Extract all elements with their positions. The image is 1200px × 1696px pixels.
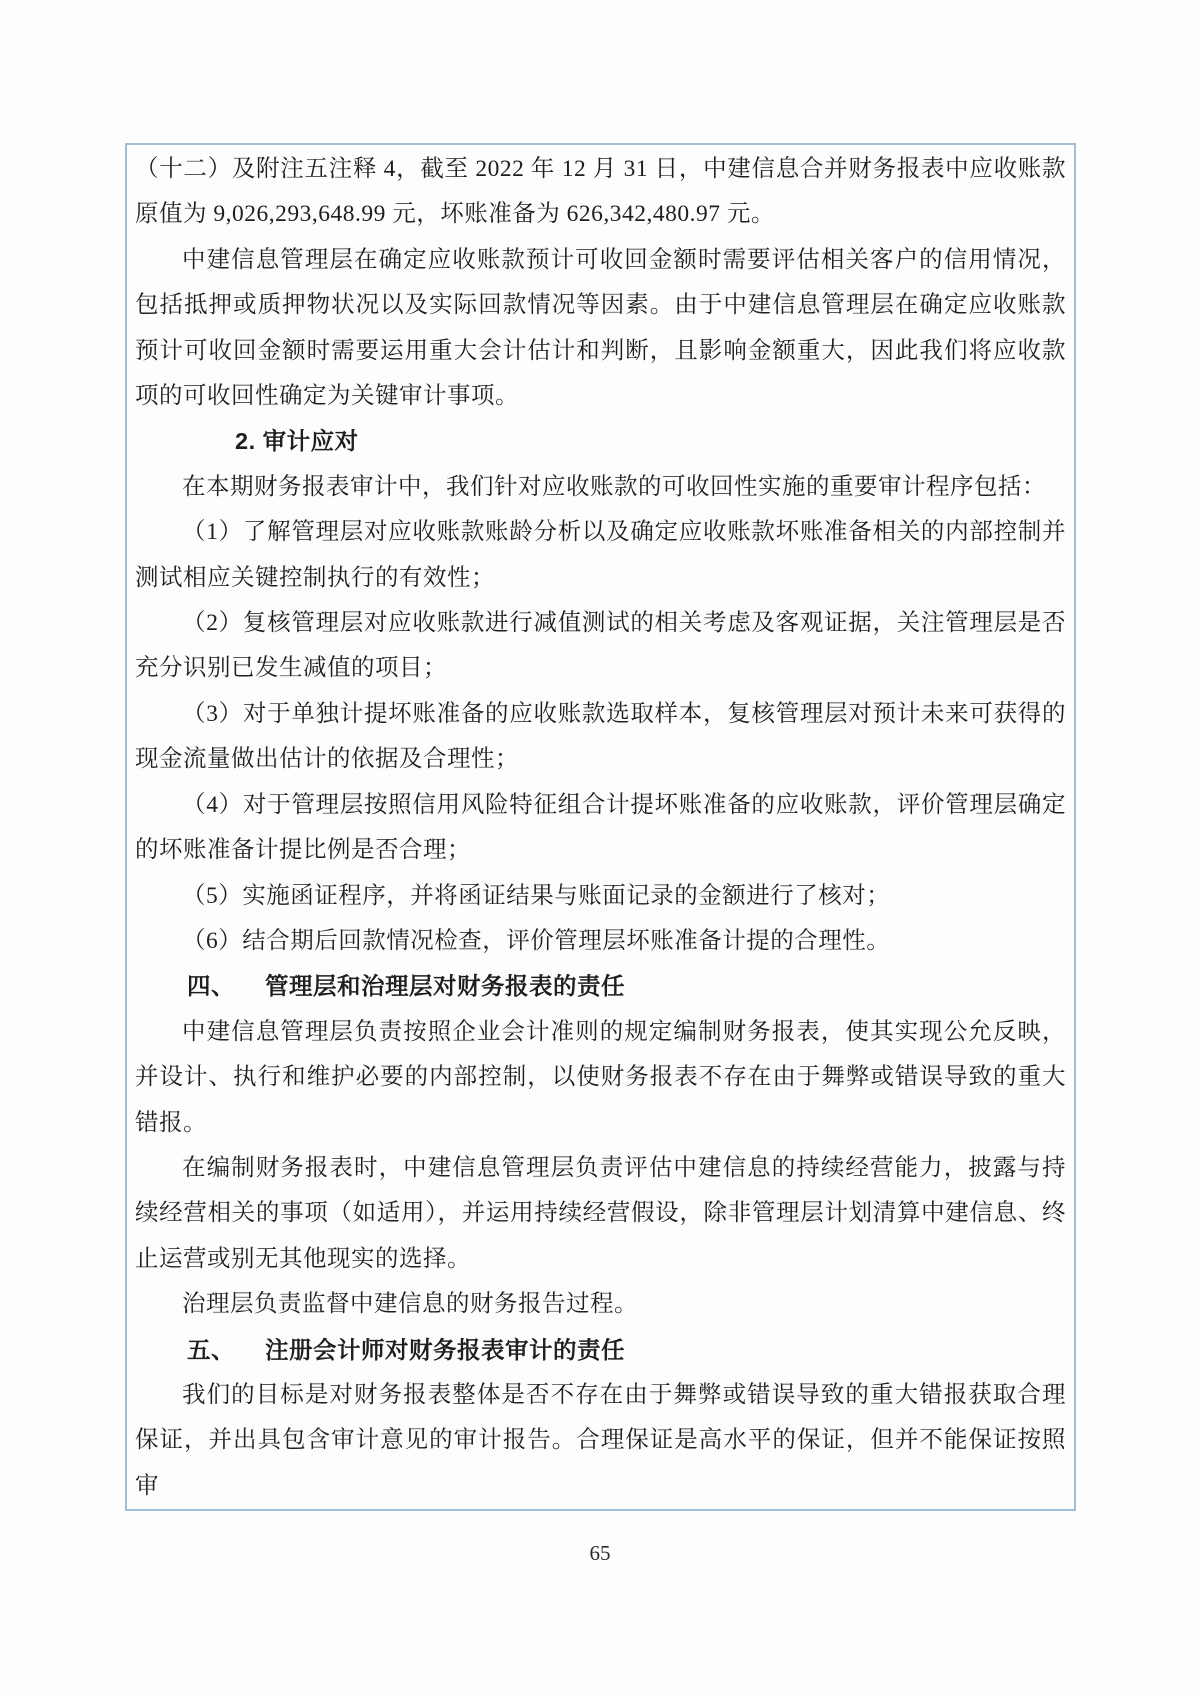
paragraph: （2）复核管理层对应收账款进行减值测试的相关考虑及客观证据，关注管理层是否充分识别已发生减值的项目； xyxy=(135,610,1066,682)
page-number: 65 xyxy=(589,1541,611,1565)
audit-report-page-frame xyxy=(125,143,1076,1511)
paragraph: （十二）及附注五注释 4，截至 2022 年 12 月 31 日，中建信息合并财务报表中应收账款原值为 9,026,293,648.99 元，坏账准备为 626,342,480.97 元。 xyxy=(135,156,1066,228)
paragraph: 治理层负责监督中建信息的财务报告过程。 xyxy=(182,1291,638,1318)
paragraph: 中建信息管理层在确定应收账款预计可收回金额时需要评估相关客户的信用情况，包括抵押或质押物状况以及实际回款情况等因素。由于中建信息管理层在确定应收账款预计可收回金额时需要运用重大会计估计和判断，且影响金额重大，因此我们将应收款项的可收回性确定为关键审计事项。 xyxy=(135,246,1066,410)
paragraph: 我们的目标是对财务报表整体是否不存在由于舞弊或错误导致的重大错报获取合理保证，并出具包含审计意见的审计报告。合理保证是高水平的保证，但并不能保证按照审 xyxy=(135,1381,1066,1499)
paragraph: （3）对于单独计提坏账准备的应收账款选取样本，复核管理层对预计未来可获得的现金流量做出估计的依据及合理性； xyxy=(135,700,1066,773)
section-heading-number: 四、 xyxy=(187,973,235,1000)
paragraph: （5）实施函证程序，并将函证结果与账面记录的金额进行了核对； xyxy=(182,882,891,909)
section-heading xyxy=(135,964,1066,1009)
paragraph: 中建信息管理层负责按照企业会计准则的规定编制财务报表，使其实现公允反映，并设计、执行和维护必要的内部控制，以使财务报表不存在由于舞弊或错误导致的重大错报。 xyxy=(135,1018,1066,1136)
section-heading xyxy=(135,1328,1066,1373)
paragraph: （4）对于管理层按照信用风险特征组合计提坏账准备的应收账款，评价管理层确定的坏账准备计提比例是否合理； xyxy=(135,791,1066,864)
document-body xyxy=(135,147,1066,1509)
sub-heading: 2. 审计应对 xyxy=(235,428,359,455)
section-heading-text: 注册会计师对财务报表审计的责任 xyxy=(265,1336,625,1363)
paragraph: 在编制财务报表时，中建信息管理层负责评估中建信息的持续经营能力，披露与持续经营相关的事项（如适用），并运用持续经营假设，除非管理层计划清算中建信息、终止运营或别无其他现实的选择。 xyxy=(135,1154,1066,1272)
section-heading-text: 管理层和治理层对财务报表的责任 xyxy=(265,973,625,1000)
paragraph: 在本期财务报表审计中，我们针对应收账款的可收回性实施的重要审计程序包括： xyxy=(182,473,1046,500)
section-heading-number: 五、 xyxy=(187,1336,235,1363)
paragraph: （1）了解管理层对应收账款账龄分析以及确定应收账款坏账准备相关的内部控制并测试相应关键控制执行的有效性； xyxy=(135,519,1066,591)
paragraph: （6）结合期后回款情况检查，评价管理层坏账准备计提的合理性。 xyxy=(182,927,891,954)
